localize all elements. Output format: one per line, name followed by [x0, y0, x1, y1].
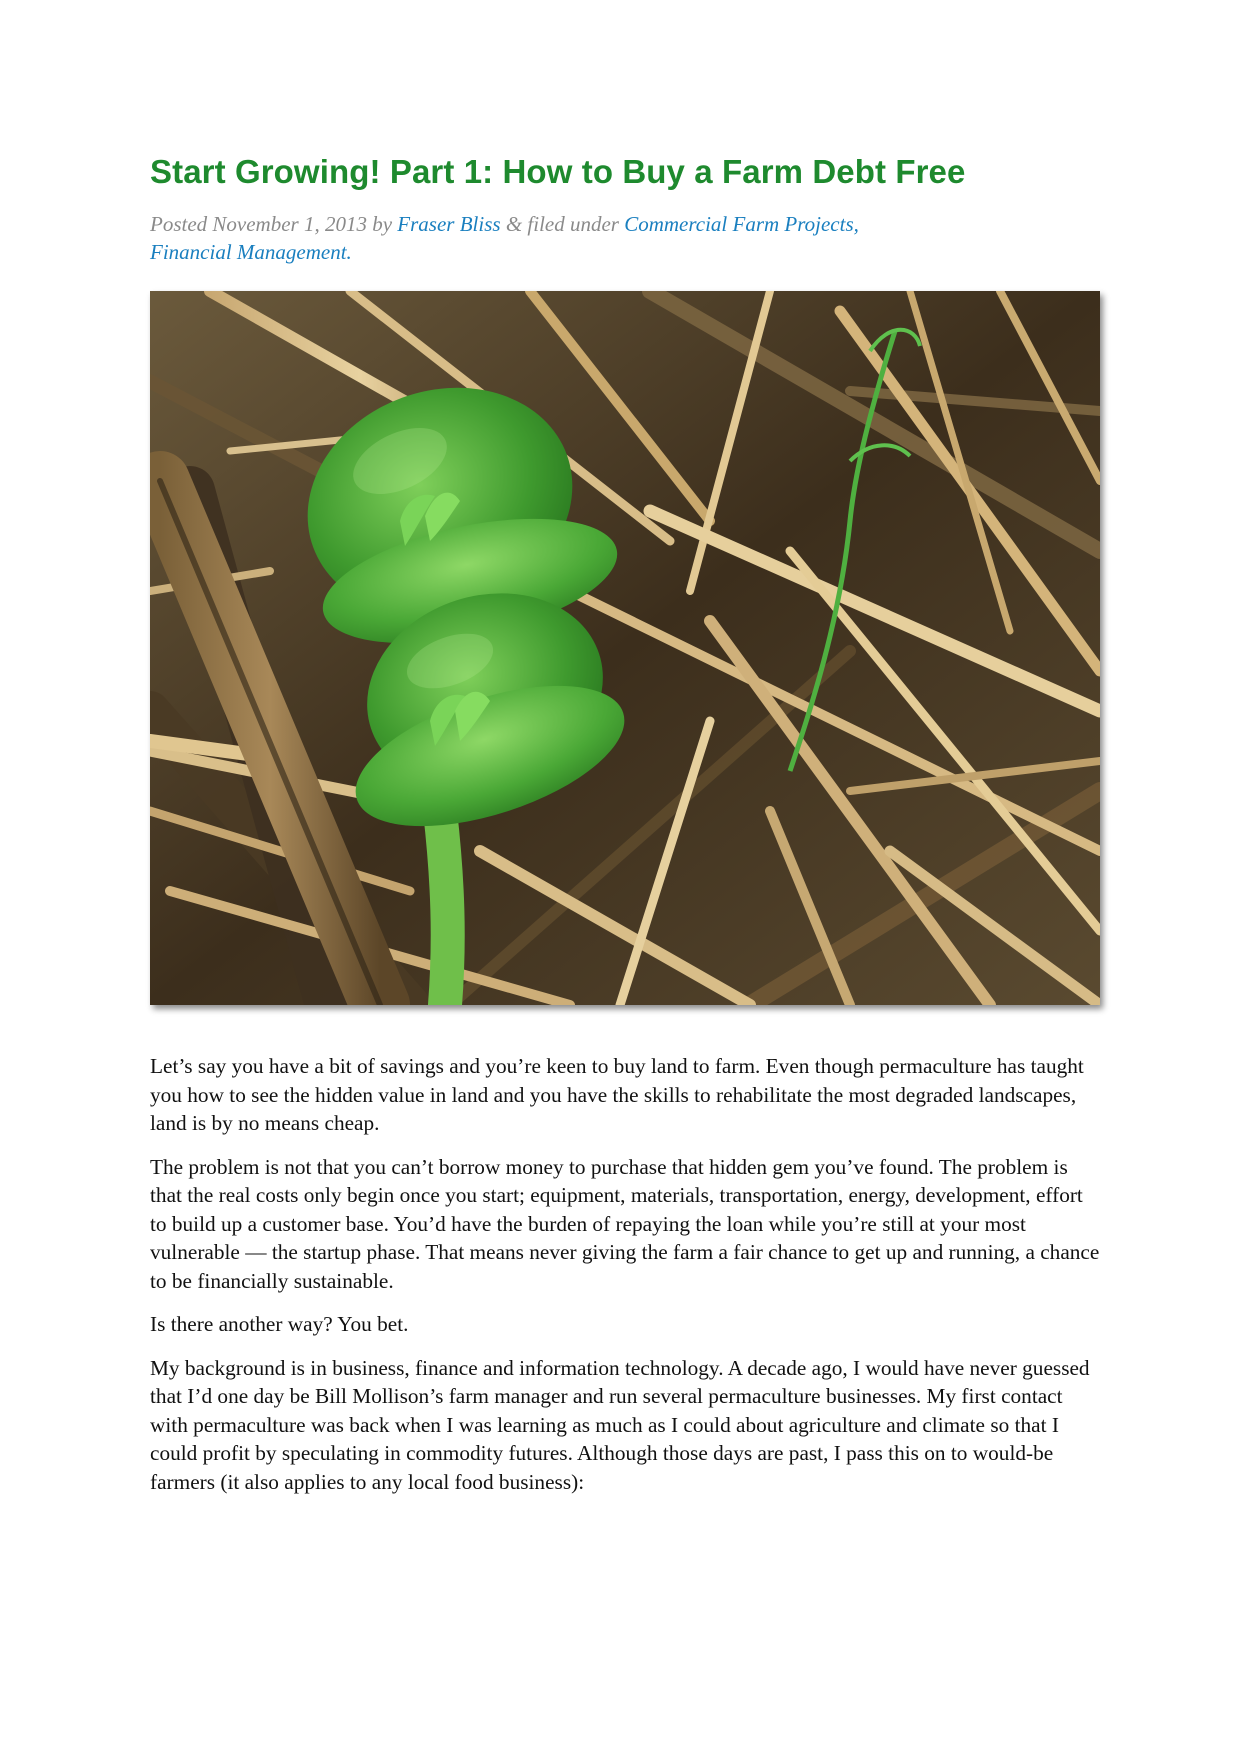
- author-link[interactable]: Fraser Bliss: [397, 212, 501, 236]
- by-label: by: [372, 212, 393, 236]
- paragraph-4: My background is in business, finance and information technology. A decade ago, I would have never guessed that I’d one day be Bill Mollison’s farm manager and run several permaculture businesses. My first contact with permaculture was back when I was learning as much as I could about agriculture and climate so that I could profit by speculating in commodity futures. Although those days are past, I pass this on to would-be farmers (it also applies to any local food business):: [150, 1355, 1090, 1494]
- paragraph-2: The problem is not that you can’t borrow money to purchase that hidden gem you’ve found. The problem is that the real costs only begin once you start; equipment, materials, transportation, energy, development, effort to build up a customer base. You’d have the burden of repaying the loan while you’re still at your most vulnerable — the startup phase. That means never giving the farm a fair chance to get up and running, a chance to be financially sustainable.: [150, 1154, 1100, 1293]
- category-separator: ,: [853, 212, 859, 236]
- seedling-photo: [150, 291, 1100, 1005]
- posted-label: Posted: [150, 212, 208, 236]
- seedling-photo-illustration: [150, 291, 1100, 1005]
- post-date: November 1, 2013: [212, 212, 367, 236]
- filed-under-label: & filed under: [505, 212, 619, 236]
- article-body: [150, 1052, 1100, 1511]
- post-meta: [150, 210, 910, 266]
- category-link-commercial-farm-projects[interactable]: Commercial Farm Projects: [624, 212, 854, 236]
- paragraph-1: Let’s say you have a bit of savings and you’re keen to buy land to farm. Even though permaculture has taught you how to see the hidden value in land and you have the skills to rehabilitate the most degraded landscapes, land is by no means cheap.: [150, 1054, 1084, 1135]
- paragraph-3: Is there another way? You bet.: [150, 1312, 409, 1336]
- article: [150, 150, 1100, 1494]
- meta-period: .: [346, 240, 352, 264]
- category-link-financial-management[interactable]: Financial Management: [150, 240, 347, 264]
- article-title: Start Growing! Part 1: How to Buy a Farm Debt Free: [150, 153, 966, 190]
